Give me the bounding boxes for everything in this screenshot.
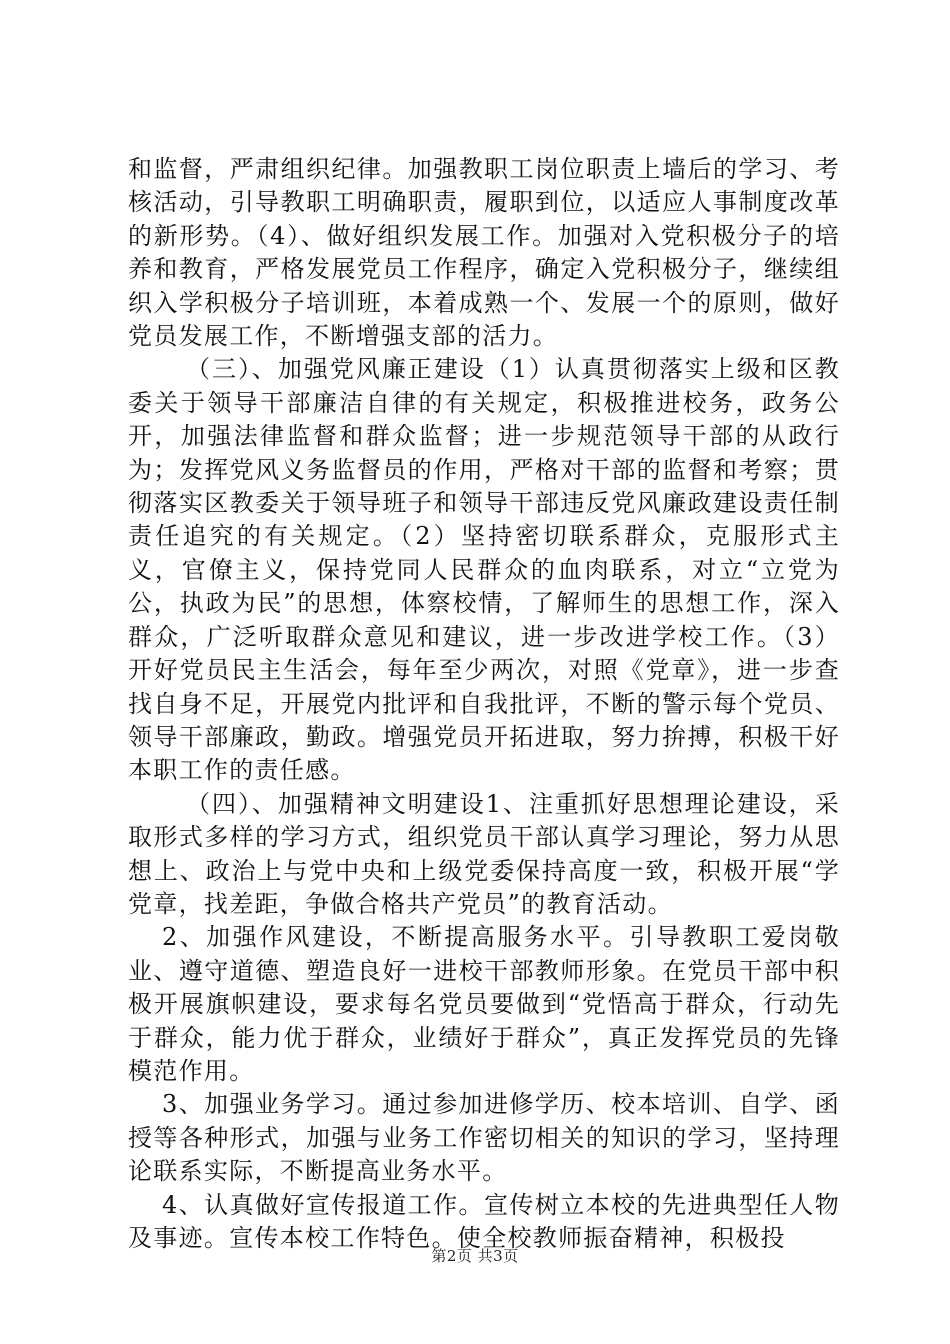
paragraph-item-4: 4、认真做好宣传报道工作。宣传树立本校的先进典型任人物及事迹。宣传本校工作特色。使全校教师振奋精神，积极投 [128,1190,840,1252]
paragraph-section-four: （四）、加强精神文明建设1、注重抓好思想理论建设，采取形式多样的学习方式，组织党员干部认真学习理论，努力从思想上、政治上与党中央和上级党委保持高度一致，积极开展“学党章，找差距，争做合格共产党员”的教育活动。 [128,789,840,918]
paragraph-item-3: 3、加强业务学习。通过参加进修学历、校本培训、自学、函授等各种形式，加强与业务工作密切相关的知识的学习，坚持理论联系实际，不断提高业务水平。 [128,1090,840,1186]
document-body [128,153,840,1255]
paragraph-item-2: 2、加强作风建设，不断提高服务水平。引导教职工爱岗敬业、遵守道德、塑造良好一进校干部教师形象。在党员干部中积极开展旗帜建设，要求每名党员要做到“党悟高于群众，行动先于群众，能力优于群众，业绩好于群众”，真正发挥党员的先锋模范作用。 [128,923,840,1085]
paragraph-continuation: 和监督，严肃组织纪律。加强教职工岗位职责上墙后的学习、考核活动，引导教职工明确职责，履职到位，以适应人事制度改革的新形势。（4）、做好组织发展工作。加强对入党积极分子的培养和教育，严格发展党员工作程序，确定入党积极分子，继续组织入学积极分子培训班，本着成熟一个、发展一个的原则，做好党员发展工作，不断增强支部的活力。 [128,155,840,351]
paragraph-section-three: （三）、加强党风廉正建设（1）认真贯彻落实上级和区教委关于领导干部廉洁自律的有关规定，积极推进校务，政务公开，加强法律监督和群众监督；进一步规范领导干部的从政行为；发挥党风义务监督员的作用，严格对干部的监督和考察；贯彻落实区教委关于领导班子和领导干部违反党风廉政建设责任制责任追究的有关规定。（2）坚持密切联系群众，克服形式主义，官僚主义，保持党同人民群众的血肉联系，对立“立党为公，执政为民”的思想，体察校情，了解师生的思想工作，深入群众，广泛听取群众意见和建议，进一步改进学校工作。（3）开好党员民主生活会，每年至少两次，对照《党章》，进一步查找自身不足，开展党内批评和自我批评，不断的警示每个党员、领导干部廉政，勤政。增强党员开拓进取，努力拚搏，积极干好本职工作的责任感。 [128,355,840,785]
page-number-footer: 第2页 共3页 [431,1247,519,1265]
